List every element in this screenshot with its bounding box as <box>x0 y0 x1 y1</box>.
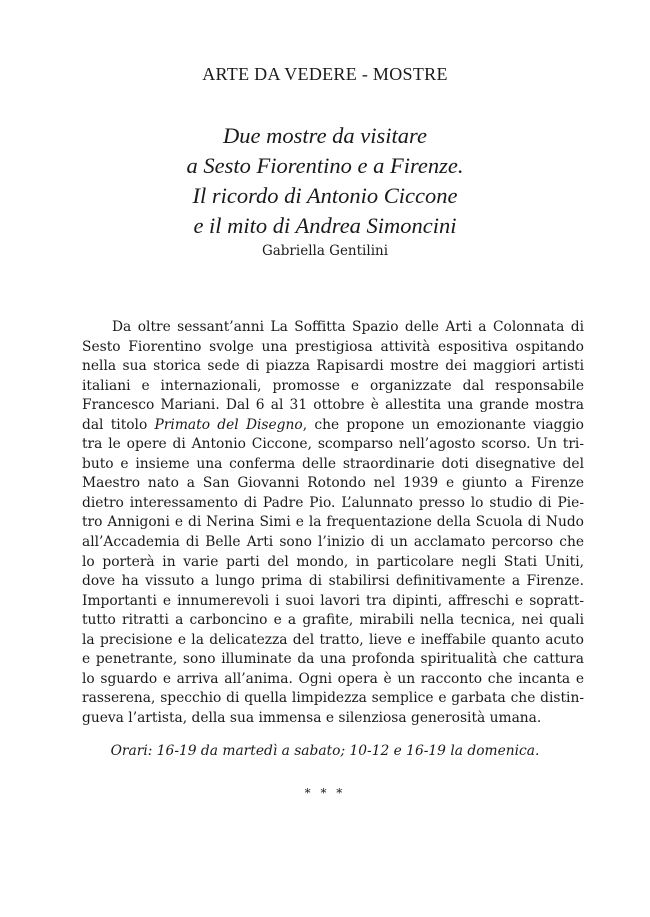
article-body <box>82 318 584 728</box>
title-line: e il mito di Andrea Simoncini <box>193 213 457 238</box>
body-line: rasserena, specchio di quella limpidezza semplice e garbata che distin- <box>82 690 584 707</box>
title-line: Due mostre da visitare <box>223 123 427 148</box>
body-line: Importanti e innumerevoli i suoi lavori tra dipinti, affreschi e sopratt- <box>82 592 584 609</box>
body-line: nella sua storica sede di piazza Rapisardi mostre dei maggiori artisti <box>82 358 584 375</box>
body-line: la precisione e la delicatezza del tratto, lieve e ineffabile quanto acuto <box>82 631 584 648</box>
body-line: Da oltre sessant’anni La Soffitta Spazio delle Arti a Colonnata di <box>112 319 584 335</box>
body-line: dietro interessamento di Padre Pio. L’alunnato presso lo studio di Pie- <box>82 494 584 511</box>
section-separator: * * * <box>304 786 346 800</box>
body-line: Francesco Mariani. Dal 6 al 31 ottobre è allestita una grande mostra <box>82 397 584 414</box>
author-byline: Gabriella Gentilini <box>261 243 389 259</box>
body-line: gueva l’artista, della sua immensa e silenziosa generosità umana. <box>82 709 542 726</box>
body-line: tutto ritratti a carboncino e a grafite, mirabili nella tecnica, nei quali <box>82 612 584 629</box>
body-line: all’Accademia di Belle Arti sono l’inizio di un acclamato percorso che <box>82 534 584 551</box>
body-line: tro Annigoni e di Nerina Simi e la frequentazione della Scuola di Nudo <box>82 514 584 531</box>
body-line <box>82 416 584 436</box>
body-line: italiani e internazionali, promosse e organizzate dal responsabile <box>82 377 584 394</box>
body-line: Maestro nato a San Giovanni Rotondo nel 1939 e giunto a Firenze <box>82 475 584 492</box>
article-title <box>0 121 650 241</box>
body-line: Sesto Fiorentino svolge una prestigiosa attività espositiva ospitando <box>82 338 584 355</box>
body-line: lo sguardo e arriva all’anima. Ogni opera è un racconto che incanta e <box>82 670 584 687</box>
body-line: e penetrante, sono illuminate da una profonda spiritualità che cattura <box>82 651 584 668</box>
title-line: a Sesto Fiorentino e a Firenze. <box>186 153 464 178</box>
body-line: dove ha vissuto a lungo prima di stabilirsi definitivamente a Firenze. <box>82 573 584 590</box>
body-line: buto e insieme una conferma delle straordinarie doti disegnative del <box>82 455 584 472</box>
section-header: ARTE DA VEDERE - MOSTRE <box>202 64 448 84</box>
body-line: tra le opere di Antonio Ciccone, scomparso nell’agosto scorso. Un tri- <box>82 436 584 453</box>
title-line: Il ricordo di Antonio Ciccone <box>192 183 458 208</box>
exhibition-title: Primato del Disegno <box>154 416 303 433</box>
body-text-segment: dal titolo <box>82 416 155 433</box>
body-text-segment: , che propone un emozionante viaggio <box>302 416 584 433</box>
body-line: lo porterà in varie parti del mondo, in particolare negli Stati Uniti, <box>82 553 584 570</box>
opening-hours: Orari: 16-19 da martedì a sabato; 10-12 e 16-19 la domenica. <box>110 743 540 759</box>
